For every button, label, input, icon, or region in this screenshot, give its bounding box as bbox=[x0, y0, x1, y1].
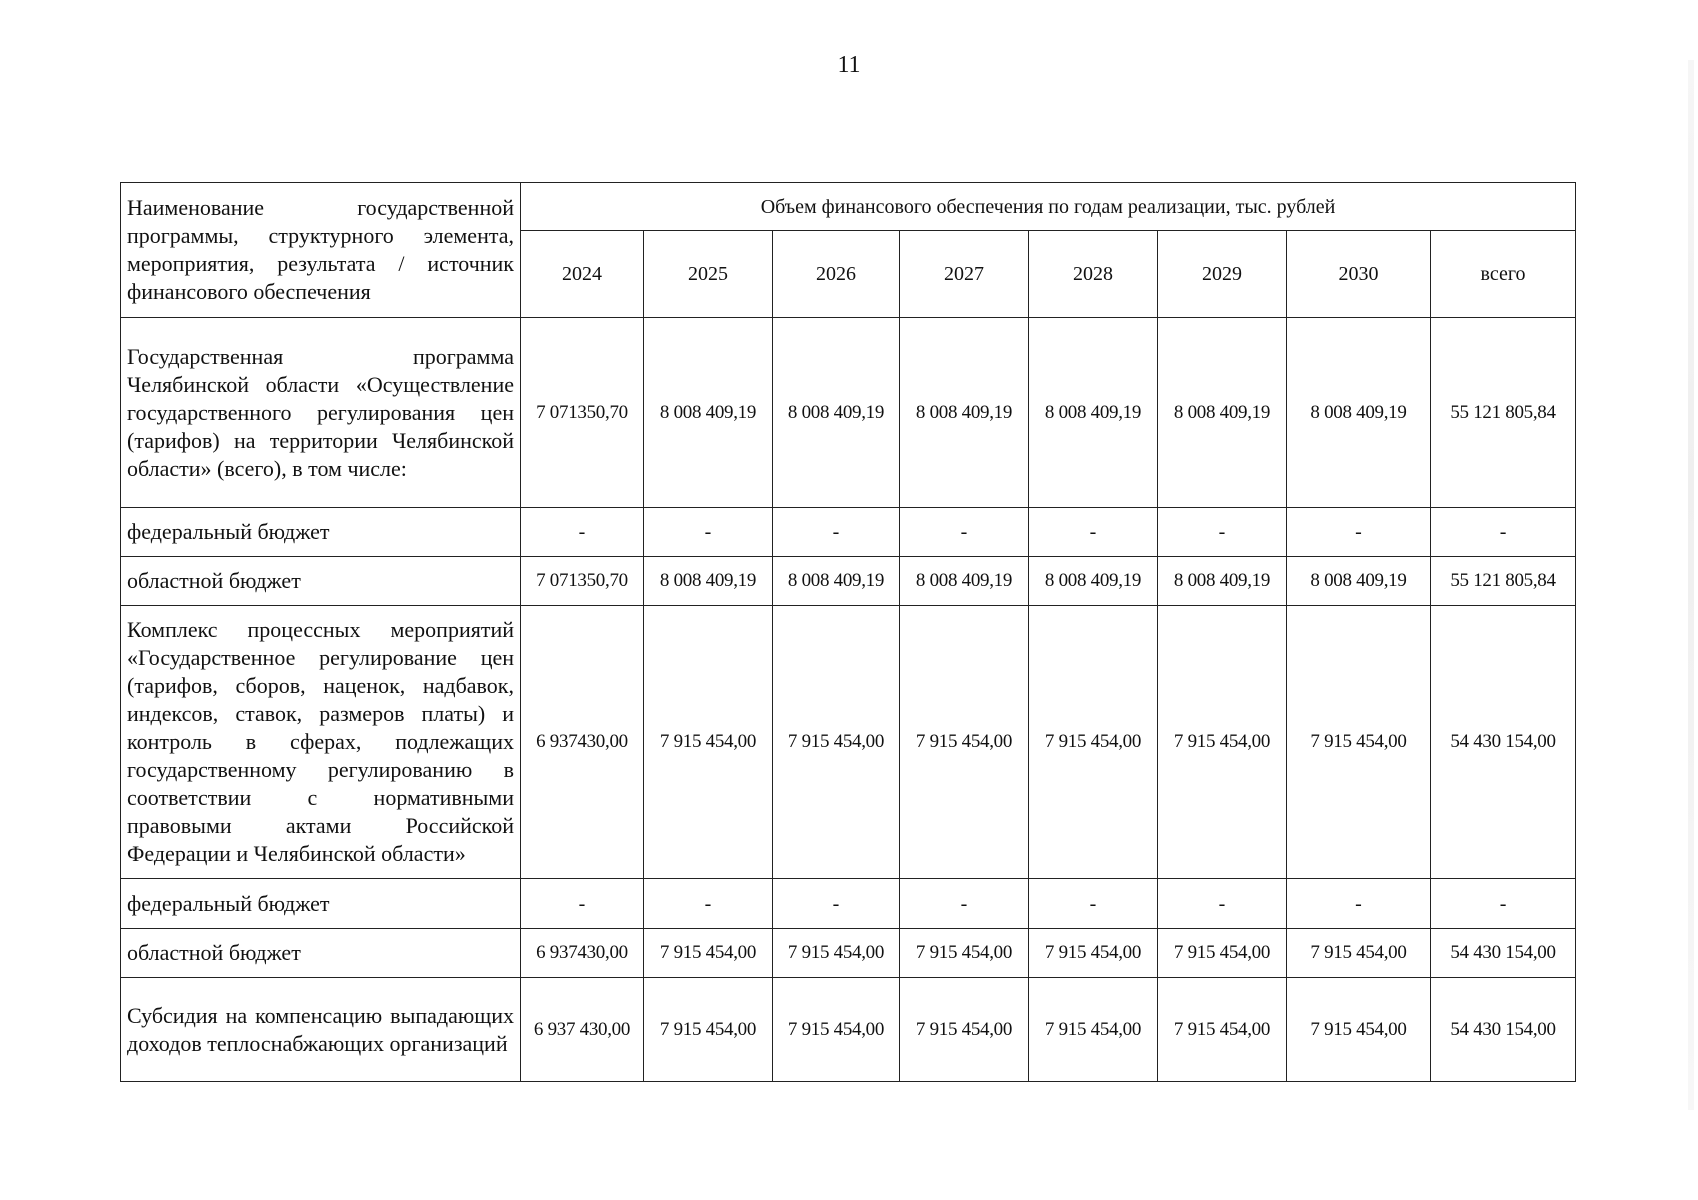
value-cell: 7 915 454,00 bbox=[1158, 978, 1287, 1082]
value-cell: 8 008 409,19 bbox=[1029, 318, 1158, 508]
total-header: всего bbox=[1431, 231, 1576, 318]
value-cell: 7 915 454,00 bbox=[1158, 929, 1287, 978]
value-cell: 6 937430,00 bbox=[521, 606, 644, 879]
value-cell: 7 071350,70 bbox=[521, 318, 644, 508]
total-cell: - bbox=[1431, 508, 1576, 557]
header-row-top bbox=[121, 183, 1576, 231]
value-cell: 8 008 409,19 bbox=[644, 318, 773, 508]
value-cell: 8 008 409,19 bbox=[1158, 557, 1287, 606]
value-cell: 7 915 454,00 bbox=[1287, 606, 1431, 879]
value-cell: 8 008 409,19 bbox=[1029, 557, 1158, 606]
value-cell: 7 915 454,00 bbox=[900, 929, 1029, 978]
value-cell: 7 915 454,00 bbox=[900, 978, 1029, 1082]
value-cell: 7 915 454,00 bbox=[1029, 929, 1158, 978]
value-cell: 7 915 454,00 bbox=[773, 606, 900, 879]
table-row bbox=[121, 879, 1576, 929]
financing-table bbox=[120, 182, 1576, 1082]
name-column-header: Наименование государственной программы, структурного элемента, мероприятия, результата / источник финансового обеспечения bbox=[121, 183, 521, 318]
row-name: областной бюджет bbox=[121, 929, 521, 978]
row-name: Субсидия на компенсацию выпадающих доходов теплоснабжающих организаций bbox=[121, 978, 521, 1082]
scan-edge-shadow bbox=[1688, 60, 1694, 1110]
table-row bbox=[121, 929, 1576, 978]
row-name: областной бюджет bbox=[121, 557, 521, 606]
value-cell: - bbox=[521, 508, 644, 557]
value-cell: 8 008 409,19 bbox=[900, 318, 1029, 508]
table-row bbox=[121, 606, 1576, 879]
total-cell: 54 430 154,00 bbox=[1431, 978, 1576, 1082]
value-cell: 8 008 409,19 bbox=[773, 557, 900, 606]
year-header: 2024 bbox=[521, 231, 644, 318]
page-number: 11 bbox=[837, 52, 861, 78]
value-cell: 7 915 454,00 bbox=[773, 929, 900, 978]
value-cell: 7 915 454,00 bbox=[644, 929, 773, 978]
value-cell: - bbox=[1287, 508, 1431, 557]
value-cell: 6 937430,00 bbox=[521, 929, 644, 978]
total-cell: - bbox=[1431, 879, 1576, 929]
table-row bbox=[121, 508, 1576, 557]
year-header: 2030 bbox=[1287, 231, 1431, 318]
table-row bbox=[121, 318, 1576, 508]
value-cell: - bbox=[644, 879, 773, 929]
value-cell: - bbox=[900, 508, 1029, 557]
value-cell: 8 008 409,19 bbox=[773, 318, 900, 508]
table-row bbox=[121, 978, 1576, 1082]
year-header: 2028 bbox=[1029, 231, 1158, 318]
value-cell: 7 915 454,00 bbox=[773, 978, 900, 1082]
value-cell: 7 915 454,00 bbox=[900, 606, 1029, 879]
row-name: Комплекс процессных мероприятий «Государственное регулирование цен (тарифов, сборов, наценок, надбавок, индексов, ставок, размеров платы) и контроль в сферах, подлежащих государственному регулированию в соответствии с нормативными правовыми актами Российской Федерации и Челябинской области» bbox=[121, 606, 521, 879]
value-cell: 6 937 430,00 bbox=[521, 978, 644, 1082]
value-cell: 7 915 454,00 bbox=[1029, 606, 1158, 879]
total-cell: 54 430 154,00 bbox=[1431, 929, 1576, 978]
value-cell: - bbox=[1158, 508, 1287, 557]
total-cell: 55 121 805,84 bbox=[1431, 318, 1576, 508]
value-cell: - bbox=[773, 508, 900, 557]
value-cell: 8 008 409,19 bbox=[900, 557, 1029, 606]
value-cell: 7 071350,70 bbox=[521, 557, 644, 606]
value-cell: 7 915 454,00 bbox=[1158, 606, 1287, 879]
row-name: Государственная программа Челябинской области «Осуществление государственного регулирования цен (тарифов) на территории Челябинской области» (всего), в том числе: bbox=[121, 318, 521, 508]
value-cell: 7 915 454,00 bbox=[644, 978, 773, 1082]
total-cell: 54 430 154,00 bbox=[1431, 606, 1576, 879]
value-cell: - bbox=[521, 879, 644, 929]
table-row bbox=[121, 557, 1576, 606]
value-cell: - bbox=[1029, 508, 1158, 557]
value-cell: 7 915 454,00 bbox=[1029, 978, 1158, 1082]
value-cell: 8 008 409,19 bbox=[1158, 318, 1287, 508]
value-cell: 7 915 454,00 bbox=[1287, 929, 1431, 978]
row-name: федеральный бюджет bbox=[121, 879, 521, 929]
total-cell: 55 121 805,84 bbox=[1431, 557, 1576, 606]
value-cell: 8 008 409,19 bbox=[1287, 318, 1431, 508]
year-header: 2029 bbox=[1158, 231, 1287, 318]
value-cell: 8 008 409,19 bbox=[644, 557, 773, 606]
value-cell: 7 915 454,00 bbox=[1287, 978, 1431, 1082]
value-cell: - bbox=[644, 508, 773, 557]
value-cell: - bbox=[773, 879, 900, 929]
value-cell: 7 915 454,00 bbox=[644, 606, 773, 879]
value-cell: - bbox=[1287, 879, 1431, 929]
year-header: 2027 bbox=[900, 231, 1029, 318]
value-cell: 8 008 409,19 bbox=[1287, 557, 1431, 606]
value-cell: - bbox=[1158, 879, 1287, 929]
row-name: федеральный бюджет bbox=[121, 508, 521, 557]
value-cell: - bbox=[1029, 879, 1158, 929]
year-header: 2026 bbox=[773, 231, 900, 318]
year-header: 2025 bbox=[644, 231, 773, 318]
volume-header: Объем финансового обеспечения по годам реализации, тыс. рублей bbox=[521, 183, 1576, 231]
value-cell: - bbox=[900, 879, 1029, 929]
